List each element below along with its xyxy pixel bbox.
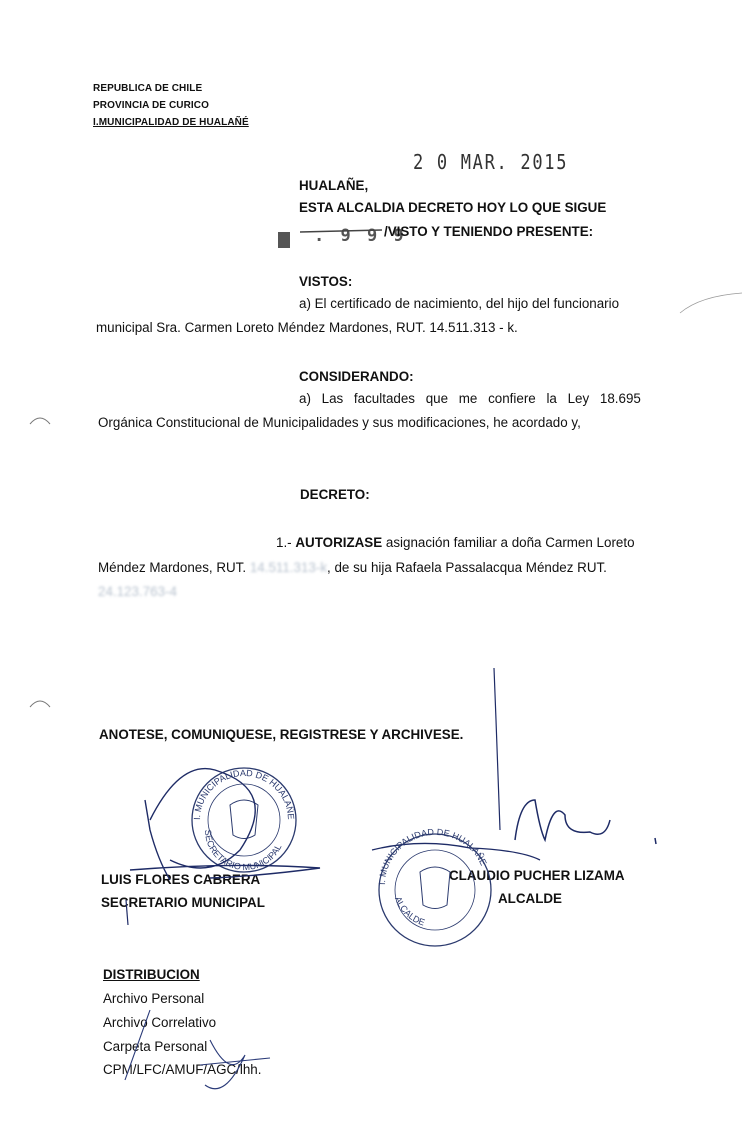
decreto-heading: DECRETO: bbox=[300, 487, 370, 502]
decreto-item-number: 1.- bbox=[276, 535, 292, 550]
secretary-seal bbox=[192, 768, 296, 872]
date-stamp: 2 0 MAR. 2015 bbox=[413, 150, 569, 174]
seal-left-bottom-text: SECRETARIO MUNICIPAL bbox=[202, 829, 284, 873]
vistos-line1: a) El certificado de nacimiento, del hijo del funcionario bbox=[299, 296, 620, 311]
redacted-rut-mother: 14.511.313-k bbox=[249, 560, 328, 575]
distribucion-item: Archivo Personal bbox=[103, 991, 205, 1006]
paper-edge-mark bbox=[680, 293, 742, 313]
vistos-line2: municipal Sra. Carmen Loreto Méndez Mardones, RUT. 14.511.313 - k. bbox=[96, 320, 518, 335]
decreto-item-text: asignación familiar a doña Carmen Loreto bbox=[382, 535, 635, 550]
secretary-title: SECRETARIO MUNICIPAL bbox=[101, 895, 265, 910]
distribucion-item: Carpeta Personal bbox=[103, 1039, 208, 1054]
mayor-signature-line bbox=[494, 668, 500, 830]
decreto-item-verb: AUTORIZASE bbox=[295, 535, 383, 550]
considerando-heading: CONSIDERANDO: bbox=[299, 369, 414, 384]
mayor-signature bbox=[515, 800, 610, 840]
stamp-mark bbox=[278, 232, 290, 248]
vistos-heading: VISTOS: bbox=[299, 274, 353, 289]
mayor-seal bbox=[377, 827, 491, 946]
distribucion-item: CPM/LFC/AMUF/AGC/lhh. bbox=[103, 1062, 262, 1077]
header-republica: REPUBLICA DE CHILE bbox=[93, 83, 203, 94]
decree-number: . 9 9 9 bbox=[314, 226, 407, 246]
decreto-line2-b: , de su hija Rafaela Passalacqua Méndez RUT. bbox=[327, 560, 607, 575]
secretary-name: LUIS FLORES CABRERA bbox=[101, 872, 261, 887]
seal-right-bottom-text: ALCALDE bbox=[393, 894, 427, 928]
distribucion-heading: DISTRIBUCION bbox=[103, 967, 200, 982]
closing-line: ANOTESE, COMUNIQUESE, REGISTRESE Y ARCHIVESE. bbox=[99, 727, 464, 742]
redacted-rut-daughter: 24.123.763-4 bbox=[98, 584, 177, 599]
header-municipalidad: I.MUNICIPALIDAD DE HUALAÑÉ bbox=[93, 117, 249, 128]
punch-hole-mark bbox=[30, 701, 50, 707]
visto-line: /VISTO Y TENIENDO PRESENTE: bbox=[384, 224, 594, 239]
header-provincia: PROVINCIA DE CURICO bbox=[93, 100, 209, 111]
mayor-title: ALCALDE bbox=[498, 891, 562, 906]
secretary-signature bbox=[130, 769, 320, 880]
considerando-line1: a) Las facultades que me confiere la Ley 18.695 bbox=[299, 391, 641, 406]
seal-right-top-text: I. MUNICIPALIDAD DE HUALAÑE bbox=[376, 826, 489, 886]
decreto-line2-a: Méndez Mardones, RUT. bbox=[98, 560, 247, 575]
considerando-line2: Orgánica Constitucional de Municipalidades y sus modificaciones, he acordado y, bbox=[98, 415, 581, 430]
distribucion-item: Archivo Correlativo bbox=[103, 1015, 217, 1030]
intro-line: ESTA ALCALDIA DECRETO HOY LO QUE SIGUE bbox=[299, 200, 607, 215]
punch-hole-mark bbox=[30, 418, 50, 424]
place-name: HUALAÑE, bbox=[299, 178, 369, 193]
decreto-item1 bbox=[276, 535, 635, 550]
decreto-item1-line2 bbox=[98, 560, 607, 575]
mayor-name: CLAUDIO PUCHER LIZAMA bbox=[449, 868, 625, 883]
seal-left-top-text: I. MUNICIPALIDAD DE HUALAÑE bbox=[191, 767, 297, 821]
